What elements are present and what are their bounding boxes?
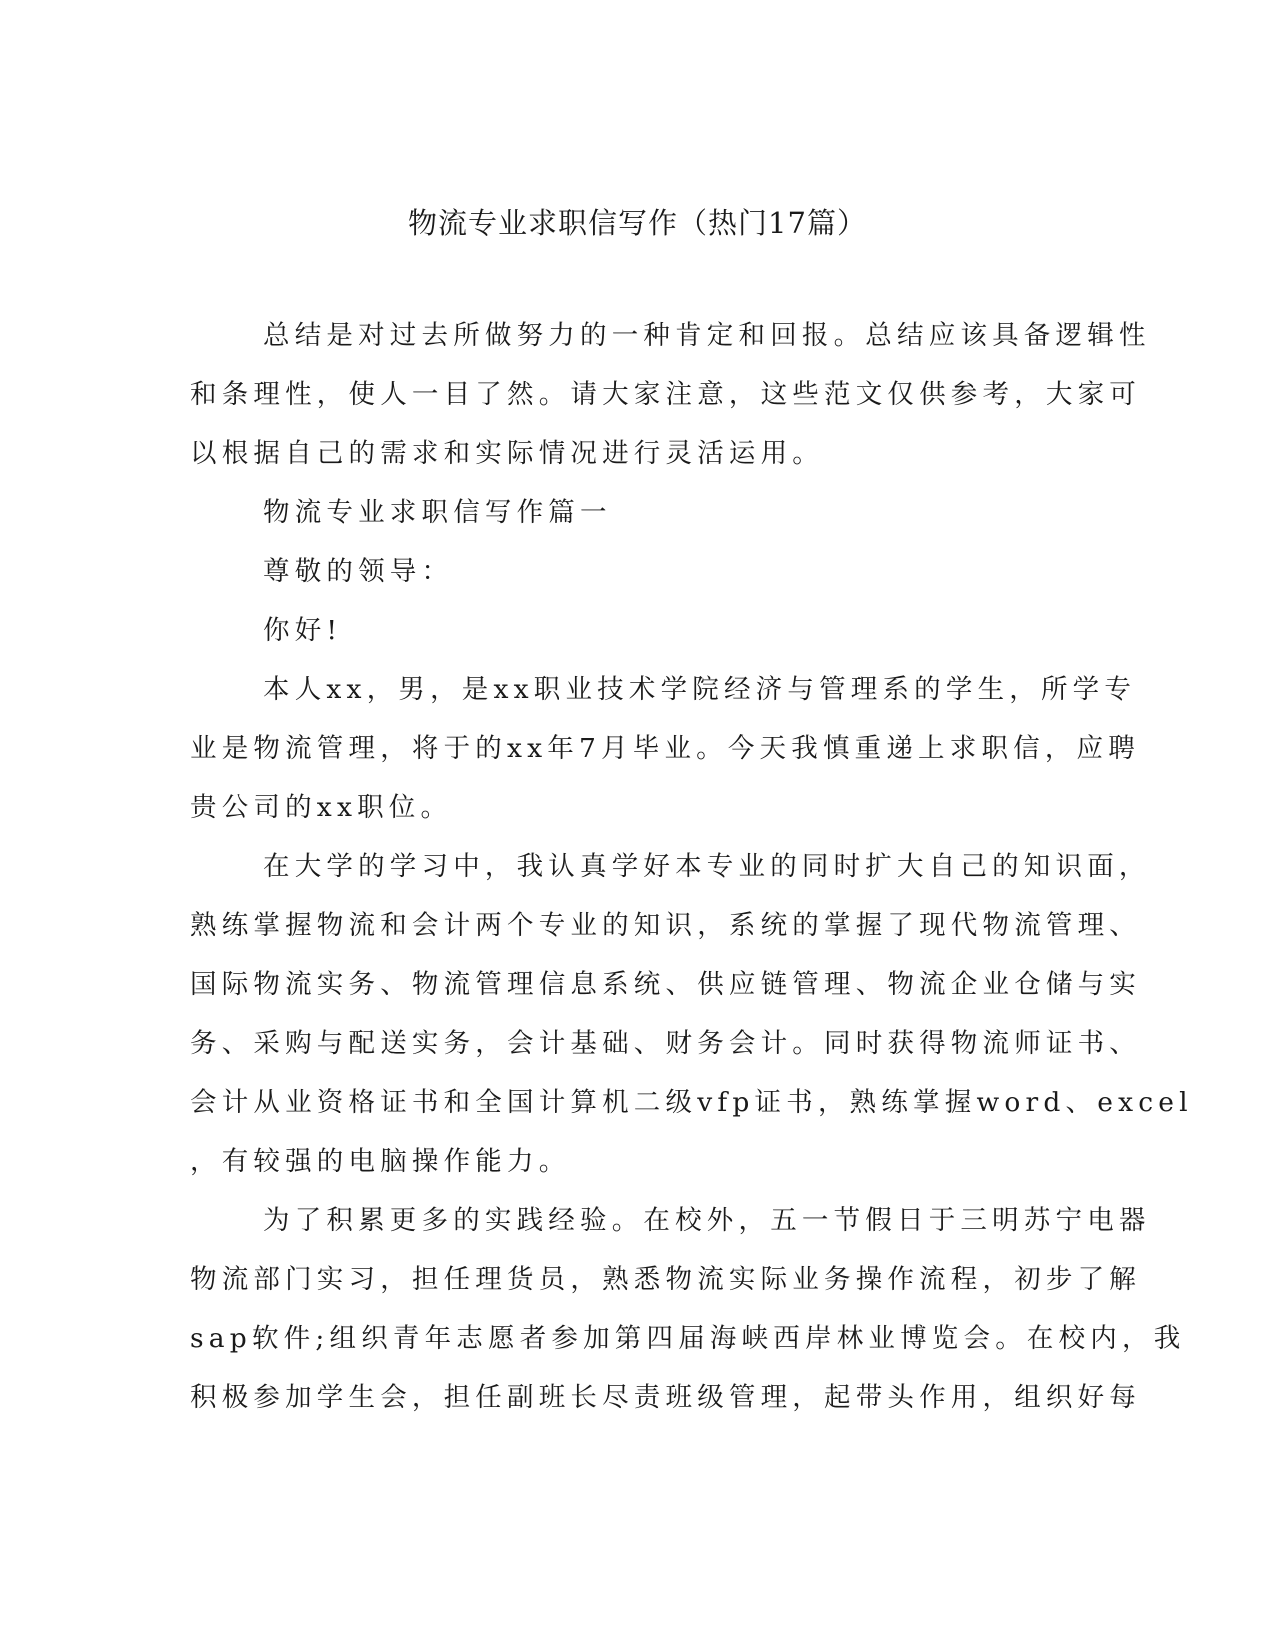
- paragraph-line: 本人xx，男，是xx职业技术学院经济与管理系的学生，所学专: [263, 674, 1137, 705]
- paragraph-line: 物流部门实习，担任理货员，熟悉物流实际业务操作流程，初步了解: [190, 1264, 1141, 1295]
- paragraph-line: 务、采购与配送实务，会计基础、财务会计。同时获得物流师证书、: [190, 1028, 1141, 1059]
- paragraph-line: 为了积累更多的实践经验。在校外，五一节假日于三明苏宁电器: [263, 1205, 1151, 1236]
- paragraph-line: 总结是对过去所做努力的一种肯定和回报。总结应该具备逻辑性: [263, 320, 1151, 351]
- paragraph-line: 贵公司的xx职位。: [190, 792, 453, 823]
- page-title: 物流专业求职信写作（热门17篇）: [408, 206, 867, 240]
- paragraph-line: 在大学的学习中，我认真学好本专业的同时扩大自己的知识面，: [263, 851, 1151, 882]
- paragraph-line: 国际物流实务、物流管理信息系统、供应链管理、物流企业仓储与实: [190, 969, 1141, 1000]
- paragraph-line: 以根据自己的需求和实际情况进行灵活运用。: [190, 438, 824, 469]
- section-heading: 物流专业求职信写作篇一: [263, 497, 612, 528]
- greeting: 你好!: [263, 615, 343, 646]
- paragraph-line: 积极参加学生会，担任副班长尽责班级管理，起带头作用，组织好每: [190, 1382, 1141, 1413]
- paragraph-line: 业是物流管理，将于的xx年7月毕业。今天我慎重递上求职信，应聘: [190, 733, 1140, 764]
- paragraph-line: ，有较强的电脑操作能力。: [190, 1146, 571, 1177]
- paragraph-line: 熟练掌握物流和会计两个专业的知识，系统的掌握了现代物流管理、: [190, 910, 1141, 941]
- paragraph-line: sap软件;组织青年志愿者参加第四届海峡西岸林业博览会。在校内，我: [190, 1323, 1186, 1354]
- paragraph-line: 会计从业资格证书和全国计算机二级vfp证书，熟练掌握word、excel: [190, 1087, 1193, 1118]
- paragraph-line: 和条理性，使人一目了然。请大家注意，这些范文仅供参考，大家可: [190, 379, 1141, 410]
- salutation: 尊敬的领导：: [263, 556, 454, 587]
